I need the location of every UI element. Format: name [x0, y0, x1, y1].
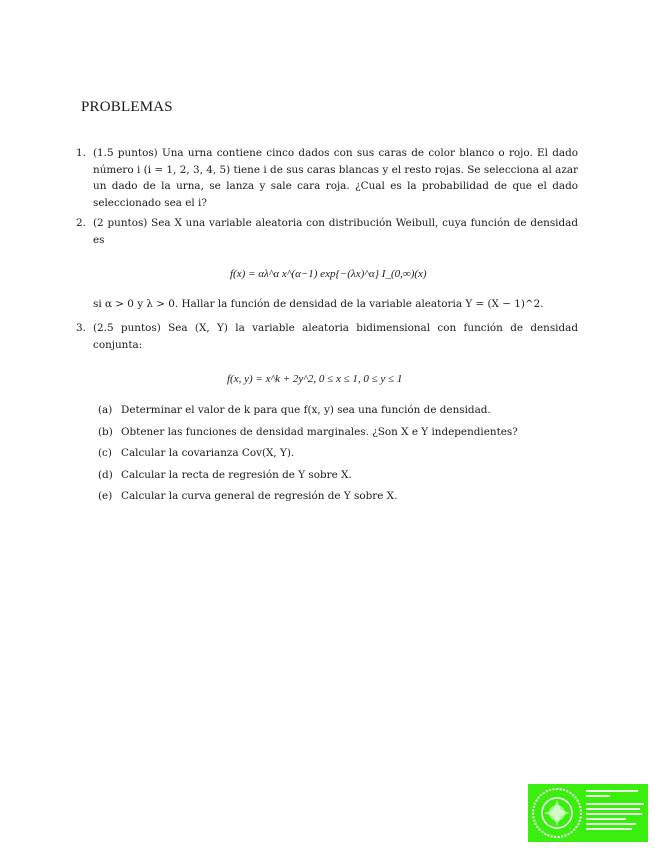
problem-text: (2.5 puntos) Sea (X, Y) la variable aleatoria bidimensional con función de densidad conjunta: — [93, 322, 578, 351]
problem-text: si α > 0 y λ > 0. Hallar la función de densidad de la variable aleatoria Y = (X − 1)^2. — [93, 298, 544, 310]
problem-1 — [76, 145, 578, 211]
subitem-label: (d) — [98, 468, 113, 481]
problem-number: 1. — [76, 147, 86, 159]
problem-3 — [76, 320, 578, 353]
subitem-label: (a) — [98, 404, 113, 416]
problem-number: 2. — [76, 217, 86, 229]
subitem-text: Calcular la covarianza Cov(X, Y). — [121, 447, 295, 459]
problem-text: (1.5 puntos) Una urna contiene cinco dados con sus caras de color blanco o rojo. El dado número i (i = 1, 2, 3, 4, 5) tiene i de sus caras blancas y el resto rojas. Se selecciona al azar un dado de la urna, se lanza y sale cara roja. ¿Cual es la probabilidad de que el dado seleccionado sea el i? — [93, 147, 578, 209]
weibull-density-equation: f(x) = αλ^α x^(α−1) exp{−(λx)^α} I_(0,∞)(x) — [230, 268, 427, 280]
problem-2-condition — [76, 296, 578, 313]
stamp-text-lines — [586, 787, 646, 833]
joint-density-equation: f(x, y) = x^k + 2y^2, 0 ≤ x ≤ 1, 0 ≤ y ≤ 1 — [227, 373, 403, 385]
subitem-text: Calcular la curva general de regresión de Y sobre X. — [121, 490, 398, 502]
subitem-text: Calcular la recta de regresión de Y sobre X. — [121, 468, 352, 481]
subitem-label: (b) — [98, 425, 113, 438]
subitem-text: Obtener las funciones de densidad marginales. ¿Son X e Y independientes? — [121, 425, 518, 438]
page-heading: PROBLEMAS — [81, 99, 173, 115]
university-seal-icon — [530, 786, 584, 840]
subitem-label: (c) — [98, 447, 112, 459]
problem-number: 3. — [76, 322, 86, 334]
subitem-text: Determinar el valor de k para que f(x, y) sea una función de densidad. — [121, 404, 491, 416]
problem-2 — [76, 215, 578, 248]
department-stamp — [528, 784, 648, 842]
problem-text: (2 puntos) Sea X una variable aleatoria con distribución Weibull, cuya función de densidad es — [93, 217, 578, 246]
subitem-label: (e) — [98, 490, 113, 502]
